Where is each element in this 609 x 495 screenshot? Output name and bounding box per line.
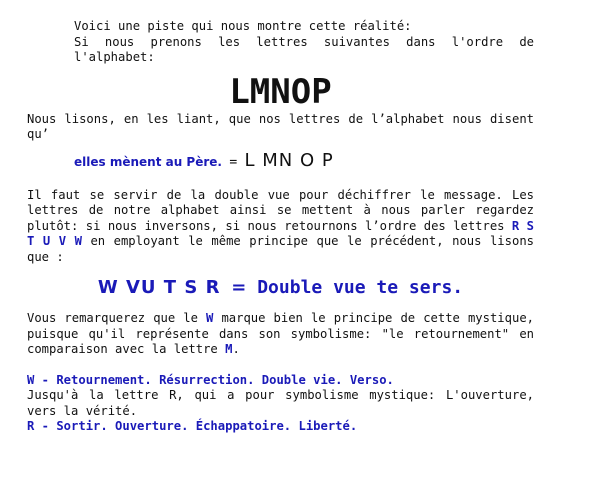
big-letters-lmnop: LMNOP: [229, 71, 332, 112]
definition-r: R - Sortir. Ouverture. Échappatoire. Liberté.: [27, 419, 358, 433]
remarquez-text-before: Vous remarquerez que le: [27, 311, 207, 325]
wvu-line: [27, 276, 534, 300]
intro-line-2: Si nous prenons les lettres suivantes dans l'ordre de l'alphabet:: [74, 34, 534, 64]
spacer: [27, 173, 534, 188]
remarquez-text-after: .: [232, 342, 240, 356]
double-vue-text-before: Il faut se servir de la double vue pour déchiffrer le message. Les lettres de notre alphabet ainsi se mettent à nous parler regardez plutôt: si nous inversons, si nous retournons l’ordre des lettres: [27, 187, 534, 233]
wvu-equals-sign: =: [231, 277, 247, 298]
paragraph-jusqua: Jusqu'à la lettre R, qui a pour symbolisme mystique: L'ouverture, vers la vérité.: [27, 388, 534, 418]
document-page: [27, 19, 534, 435]
wvu-phrase: Double vue te sers.: [257, 277, 464, 298]
wvu-letters: W VU T S R: [97, 277, 221, 298]
elles-menent-line: [27, 151, 534, 173]
remarquez-m: M: [225, 342, 233, 356]
elles-menent-phrase: elles mènent au Père.: [74, 154, 222, 169]
intro-block: [27, 19, 534, 66]
remarquez-text-middle: marque bien le principe de cette mystique, puisque qu'il représente dans son symbolisme: "le retournement" en comparaison avec la lettre: [27, 311, 534, 356]
double-vue-letters: R S T U V W: [27, 218, 534, 248]
double-vue-text-after: en employant le même principe que le précédent, nous lisons que :: [27, 234, 534, 264]
elles-letters: L MN O P: [244, 149, 334, 171]
spacer: [27, 358, 534, 373]
intro-line-1: Voici une piste qui nous montre cette réalité:: [74, 19, 412, 33]
paragraph-remarquez: [27, 311, 534, 358]
remarquez-w: W: [206, 311, 214, 325]
paragraph-nous-lisons: Nous lisons, en les liant, que nos lettres de l’alphabet nous disent qu’: [27, 111, 534, 141]
elles-equals-sign: =: [229, 154, 238, 170]
paragraph-double-vue: [27, 188, 534, 266]
definition-w: W - Retournement. Résurrection. Double vie. Verso.: [27, 372, 394, 387]
